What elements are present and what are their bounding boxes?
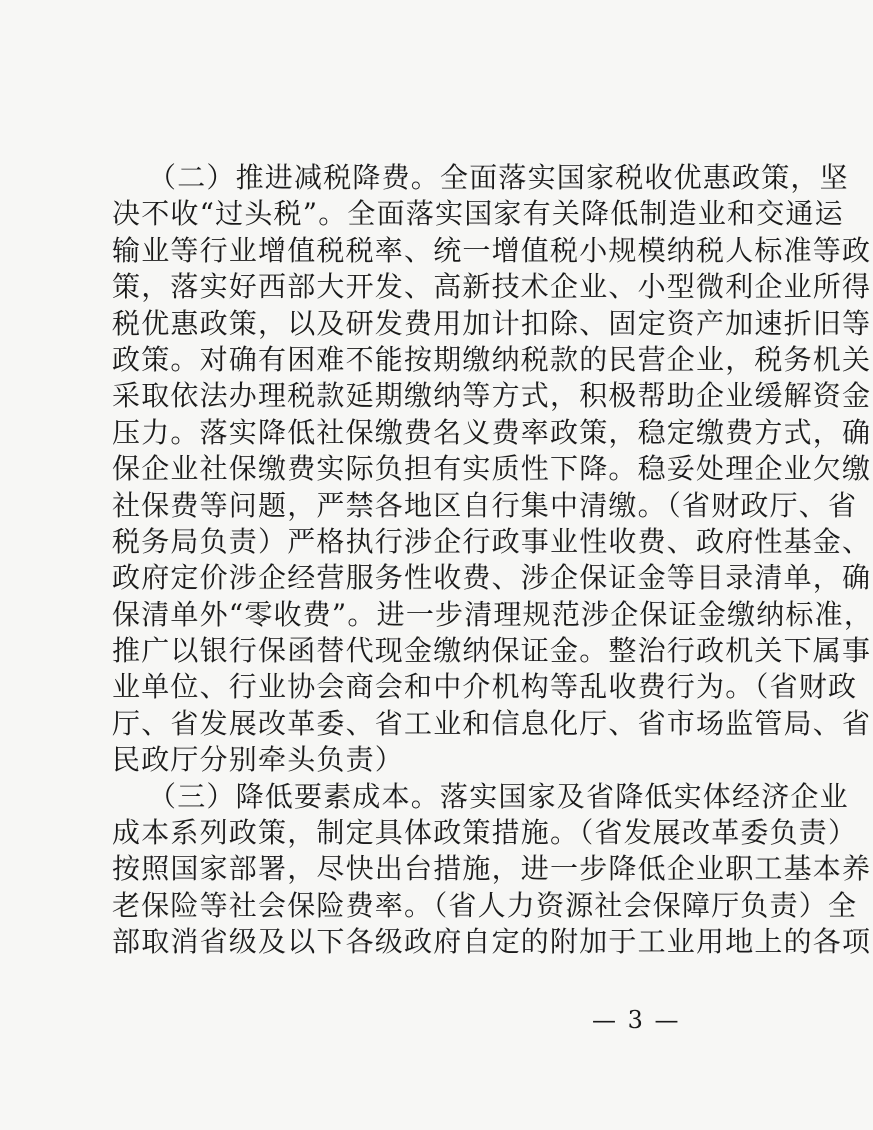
text-line: 税务局负责）严格执行涉企行政事业性收费、政府性基金、 <box>112 524 872 558</box>
text-line: （二）推进减税降费。全面落实国家税收优惠政策，坚 <box>148 161 849 194</box>
text-line: 民政厅分别牵头负责） <box>112 743 405 777</box>
body-text <box>112 160 873 961</box>
text-line: 厅、省发展改革委、省工业和信息化厅、省市场监管局、省 <box>112 706 872 740</box>
page-number: — 3 — <box>592 1006 681 1034</box>
text-line: 社保费等问题，严禁各地区自行集中清缴。（省财政厅、省 <box>112 488 858 522</box>
text-line: 压力。落实降低社保缴费名义费率政策，稳定缴费方式，确 <box>112 415 872 449</box>
text-line: 输业等行业增值税税率、统一增值税小规模纳税人标准等政 <box>112 233 872 267</box>
text-line: 业单位、行业协会商会和中介机构等乱收费行为。（省财政 <box>112 670 858 704</box>
text-line: 税优惠政策，以及研发费用加计扣除、固定资产加速折旧等 <box>112 306 872 340</box>
text-line: 决不收“过头税”。全面落实国家有关降低制造业和交通运 <box>112 197 844 231</box>
text-line: 采取依法办理税款延期缴纳等方式，积极帮助企业缓解资金 <box>112 379 872 413</box>
text-line: 按照国家部署，尽快出台措施，进一步降低企业职工基本养 <box>112 852 872 886</box>
text-line: 老保险等社会保险费率。（省人力资源社会保障厅负责）全 <box>112 888 858 922</box>
text-line: 保清单外“零收费”。进一步清理规范涉企保证金缴纳标准， <box>112 597 873 631</box>
text-line: 政府定价涉企经营服务性收费、涉企保证金等目录清单，确 <box>112 561 872 595</box>
text-line: 成本系列政策，制定具体政策措施。（省发展改革委负责） <box>112 816 858 850</box>
text-line: 政策。对确有困难不能按期缴纳税款的民营企业，税务机关 <box>112 342 872 376</box>
text-line: （三）降低要素成本。落实国家及省降低实体经济企业 <box>148 779 849 813</box>
text-line: 部取消省级及以下各级政府自定的附加于工业用地上的各项 <box>112 925 872 959</box>
text-line: 策，落实好西部大开发、高新技术企业、小型微利企业所得 <box>112 270 872 304</box>
text-line: 推广以银行保函替代现金缴纳保证金。整治行政机关下属事 <box>112 634 872 668</box>
text-line: 保企业社保缴费实际负担有实质性下降。稳妥处理企业欠缴 <box>112 452 872 486</box>
